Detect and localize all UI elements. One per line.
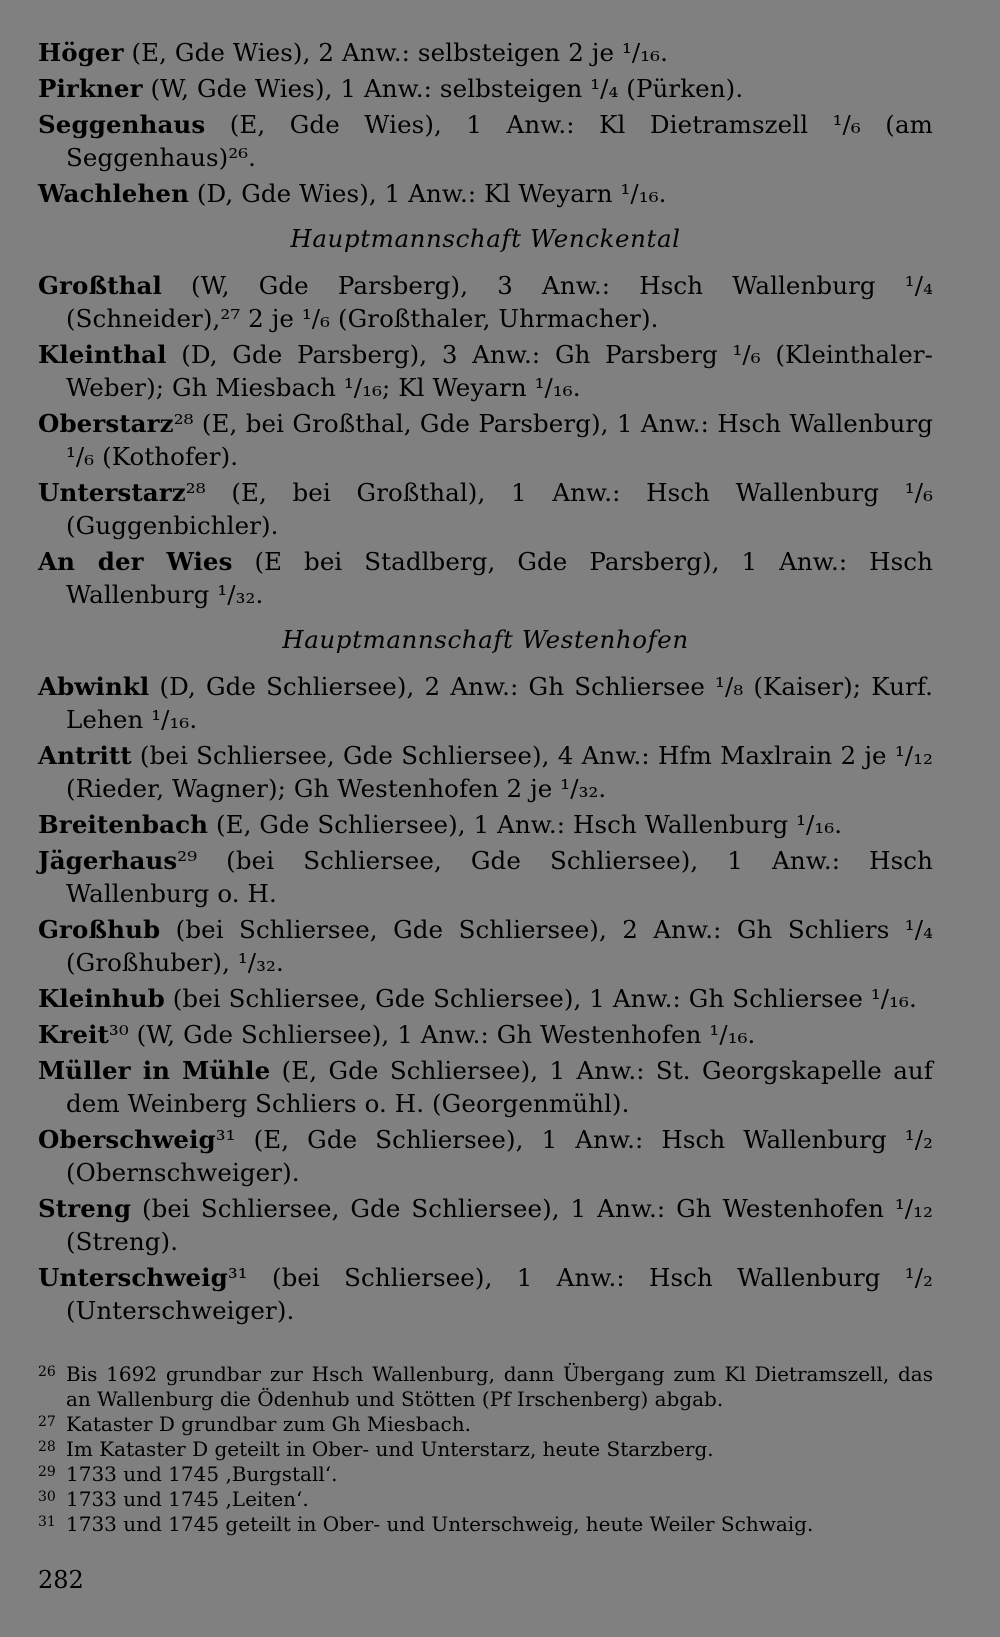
entry — [38, 269, 933, 335]
entry-text: (E, Gde Schliersee), 1 Anw.: St. Georgskapelle auf dem Weinberg Schliers o. H. (Georgenmühl). — [66, 1056, 933, 1118]
entry-headword: Kleinthal — [38, 340, 167, 369]
footnote: 31 1733 und 1745 geteilt in Ober- und Unterschweig, heute Weiler Schwaig. — [38, 1512, 814, 1536]
entry-text: ³¹ (bei Schliersee), 1 Anw.: Hsch Wallenburg ¹/₂ (Unterschweiger). — [66, 1263, 933, 1325]
entry-text: (bei Schliersee, Gde Schliersee), 1 Anw.: Gh Schliersee ¹/₁₆. — [164, 984, 917, 1013]
entry — [38, 844, 933, 910]
footnote-text: Bis 1692 grundbar zur Hsch Wallenburg, dann Übergang zum Kl Dietramszell, das an Wallenburg die Ödenhub und Stötten (Pf Irschenberg) abgab. — [66, 1362, 933, 1411]
entry-headword: Abwinkl — [38, 672, 150, 701]
entry-headword: Antritt — [38, 741, 132, 770]
entry — [38, 1261, 933, 1327]
entry — [38, 739, 933, 805]
entry — [38, 982, 933, 1015]
entry-headword: Oberstarz — [38, 409, 174, 438]
entry — [38, 407, 933, 473]
entry — [38, 670, 933, 736]
entry — [38, 476, 933, 542]
entry-text: ³¹ (E, Gde Schliersee), 1 Anw.: Hsch Wallenburg ¹/₂ (Obernschweiger). — [66, 1125, 933, 1187]
section-heading-wenckental: Hauptmannschaft Wenckental — [290, 224, 681, 253]
section-heading-westenhofen: Hauptmannschaft Westenhofen — [282, 625, 689, 654]
entry-text: (W, Gde Wies), 1 Anw.: selbsteigen ¹/₄ (Pürken). — [142, 74, 744, 103]
footnote-text: Kataster D grundbar zum Gh Miesbach. — [66, 1412, 471, 1436]
entry-text: (W, Gde Parsberg), 3 Anw.: Hsch Wallenburg ¹/₄ (Schneider),²⁷ 2 je ¹/₆ (Großthaler, Uhrmacher). — [66, 271, 933, 333]
footnote-text: 1733 und 1745 ‚Burgstall‘. — [66, 1462, 338, 1486]
entry-text: (bei Schliersee, Gde Schliersee), 1 Anw.: Gh Westenhofen ¹/₁₂ (Streng). — [66, 1194, 933, 1256]
entry-headword: Unterstarz — [38, 478, 186, 507]
entry — [38, 108, 933, 174]
entry-text: ²⁸ (E, bei Großthal, Gde Parsberg), 1 Anw.: Hsch Wallenburg ¹/₆ (Kothofer). — [66, 409, 933, 471]
footnote-text: 1733 und 1745 ‚Leiten‘. — [66, 1487, 309, 1511]
footnote: 27 Kataster D grundbar zum Gh Miesbach. — [38, 1412, 471, 1436]
entry-headword: Jägerhaus — [38, 846, 178, 875]
entry — [38, 1123, 933, 1189]
entry-headword: Seggenhaus — [38, 110, 206, 139]
entry-headword: Pirkner — [38, 74, 143, 103]
entry-headword: Wachlehen — [38, 179, 189, 208]
footnotes — [38, 1362, 933, 1537]
entry-headword: Müller in Mühle — [38, 1056, 271, 1085]
entry-group-wies — [38, 36, 933, 210]
footnote: 28 Im Kataster D geteilt in Ober- und Unterstarz, heute Starzberg. — [38, 1437, 714, 1461]
entry-group-wenckental — [38, 269, 933, 611]
entry-headword: Breitenbach — [38, 810, 209, 839]
entry-text: (E, Gde Wies), 2 Anw.: selbsteigen 2 je ¹/₁₆. — [123, 38, 668, 67]
entry — [38, 177, 933, 210]
entry-text: (D, Gde Parsberg), 3 Anw.: Gh Parsberg ¹/₆ (Kleinthaler-Weber); Gh Miesbach ¹/₁₆; Kl Weyarn ¹/₁₆. — [66, 340, 933, 402]
footnote: 26 Bis 1692 grundbar zur Hsch Wallenburg, dann Übergang zum Kl Dietramszell, das an Wallenburg die Ödenhub und Stötten (Pf Irschenberg) abgab. — [38, 1362, 933, 1411]
entry-text: ³⁰ (W, Gde Schliersee), 1 Anw.: Gh Westenhofen ¹/₁₆. — [108, 1020, 756, 1049]
footnote: 30 1733 und 1745 ‚Leiten‘. — [38, 1487, 309, 1511]
entry-headword: Oberschweig — [38, 1125, 216, 1154]
entry-text: (D, Gde Wies), 1 Anw.: Kl Weyarn ¹/₁₆. — [189, 179, 667, 208]
entry — [38, 913, 933, 979]
entry — [38, 36, 933, 69]
entry-text: (E bei Stadlberg, Gde Parsberg), 1 Anw.: Hsch Wallenburg ¹/₃₂. — [66, 547, 933, 609]
entry-headword: Unterschweig — [38, 1263, 228, 1292]
entry-headword: An der Wies — [38, 547, 233, 576]
entry-headword: Großhub — [38, 915, 161, 944]
entry-headword: Kreit — [38, 1020, 109, 1049]
entry-headword: Höger — [38, 38, 124, 67]
entries-body — [38, 36, 933, 1330]
entry-text: (E, Gde Schliersee), 1 Anw.: Hsch Wallenburg ¹/₁₆. — [208, 810, 843, 839]
entry — [38, 1018, 933, 1051]
footnote: 29 1733 und 1745 ‚Burgstall‘. — [38, 1462, 338, 1486]
entry-text: ²⁹ (bei Schliersee, Gde Schliersee), 1 Anw.: Hsch Wallenburg o. H. — [66, 846, 933, 908]
entry — [38, 545, 933, 611]
entry-text: (D, Gde Schliersee), 2 Anw.: Gh Schliersee ¹/₈ (Kaiser); Kurf. Lehen ¹/₁₆. — [66, 672, 933, 734]
entry — [38, 1054, 933, 1120]
entry-headword: Großthal — [38, 271, 162, 300]
entry-text: ²⁸ (E, bei Großthal), 1 Anw.: Hsch Wallenburg ¹/₆ (Guggenbichler). — [66, 478, 933, 540]
entry-text: (bei Schliersee, Gde Schliersee), 2 Anw.: Gh Schliers ¹/₄ (Großhuber), ¹/₃₂. — [66, 915, 933, 977]
entry-text: (bei Schliersee, Gde Schliersee), 4 Anw.: Hfm Maxlrain 2 je ¹/₁₂ (Rieder, Wagner); Gh Westenhofen 2 je ¹/₃₂. — [66, 741, 933, 803]
footnote-text: 1733 und 1745 geteilt in Ober- und Unterschweig, heute Weiler Schwaig. — [66, 1512, 814, 1536]
entry-headword: Kleinhub — [38, 984, 165, 1013]
entry — [38, 1192, 933, 1258]
entry — [38, 808, 933, 841]
footnote-text: Im Kataster D geteilt in Ober- und Unterstarz, heute Starzberg. — [66, 1437, 714, 1461]
entry-headword: Streng — [38, 1194, 132, 1223]
entry — [38, 72, 933, 105]
entry-text: (E, Gde Wies), 1 Anw.: Kl Dietramszell ¹/₆ (am Seggenhaus)²⁶. — [66, 110, 933, 172]
entry-group-westenhofen — [38, 670, 933, 1327]
page-number: 282 — [38, 1566, 84, 1594]
entry — [38, 338, 933, 404]
